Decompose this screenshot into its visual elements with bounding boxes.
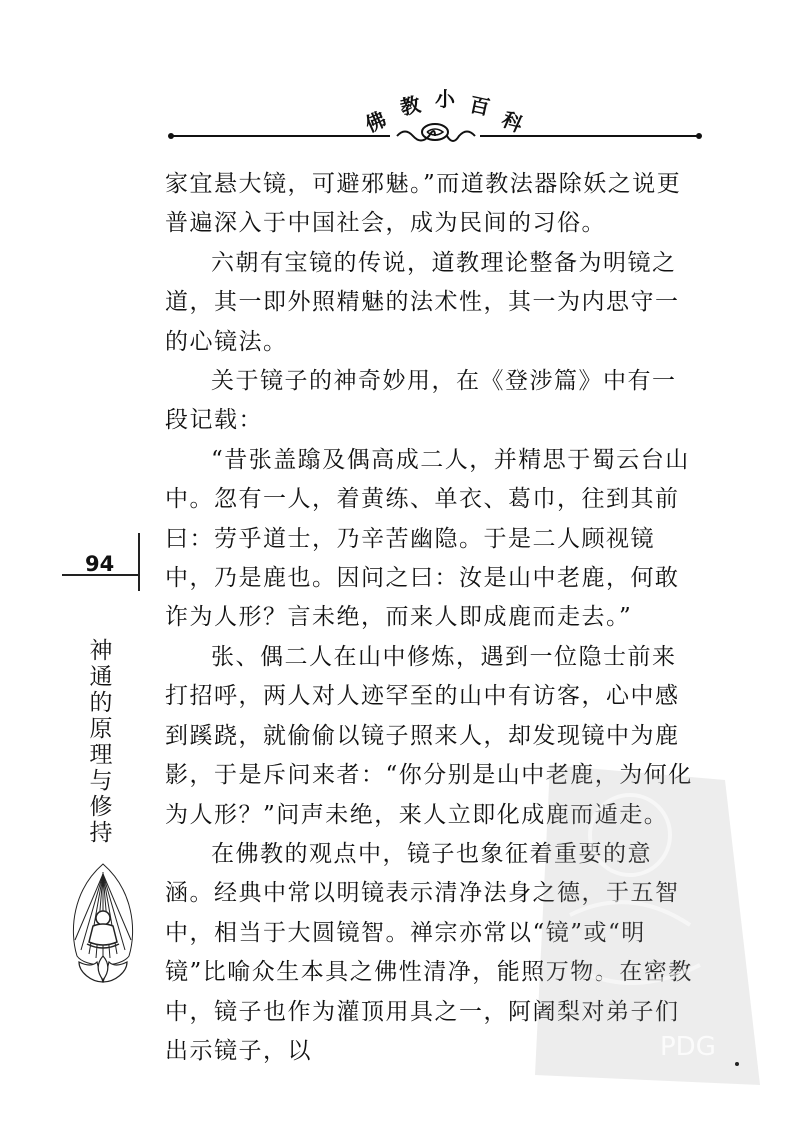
margin-vertical-rule	[138, 533, 140, 591]
watermark-seal	[510, 755, 770, 1095]
buddha-lotus-icon	[63, 860, 143, 990]
watermark-label: PDG	[660, 1032, 716, 1062]
side-title-char: 的	[89, 690, 113, 716]
paragraph: “昔张盖蹹及偶高成二人，并精思于蜀云台山中。忽有一人，着黄练、单衣、葛巾，往到其前曰：劳乎道士，乃辛苦幽隐。于是二人顾视镜中，乃是鹿也。因问之曰：汝是山中老鹿，何敢诈为人形？言未绝，而来人即成鹿而走去。”	[165, 446, 690, 631]
page-number: 94	[85, 552, 115, 576]
paragraph: 六朝有宝镜的传说，道教理论整备为明镜之道，其一即外照精魅的法术性，其一为内思守一的心镜法。	[165, 249, 680, 355]
header-char: 科	[498, 106, 527, 137]
header-ornament-rule	[165, 120, 705, 150]
header-char: 佛	[361, 106, 390, 137]
page-mark	[735, 1062, 739, 1066]
paragraph: 张、偶二人在山中修炼，遇到一位隐士前来打招呼，两人对人迹罕至的山中有访客，心中感到蹊跷，就偷偷以镜子照来人，却发现镜中为鹿影，于是斥问来者：“你分别是山中老鹿，为何化为人形？”问声未绝，来人立即化成鹿而遁走。	[165, 643, 693, 828]
side-title-char: 与	[89, 768, 113, 794]
header-char: 小	[435, 87, 455, 111]
side-title-char: 通	[89, 664, 113, 690]
side-title-char: 持	[89, 820, 113, 846]
header-char: 百	[467, 92, 492, 120]
side-title-char: 神	[89, 638, 113, 664]
paragraph: 关于镜子的神奇妙用，在《登涉篇》中有一段记载：	[165, 368, 677, 434]
side-title-char: 原	[89, 716, 113, 742]
side-book-title	[86, 638, 116, 846]
header-char: 教	[398, 92, 423, 120]
paragraph: 在佛教的观点中，镜子也象征着重要的意涵。经典中常以明镜表示清净法身之德，于五智中，相当于大圆镜智。禅宗亦常以“镜”或“明镜”比喻众生本具之佛性清净，能照万物。在密教中，镜子也作为灌顶用具之一，阿阇梨对弟子们出示镜子，以	[165, 840, 693, 1064]
side-title-char: 理	[89, 742, 113, 768]
side-title-char: 修	[89, 794, 113, 820]
paragraph: 家宜悬大镜，可避邪魅。”而道教法器除妖之说更普遍深入于中国社会，成为民间的习俗。	[165, 171, 682, 237]
